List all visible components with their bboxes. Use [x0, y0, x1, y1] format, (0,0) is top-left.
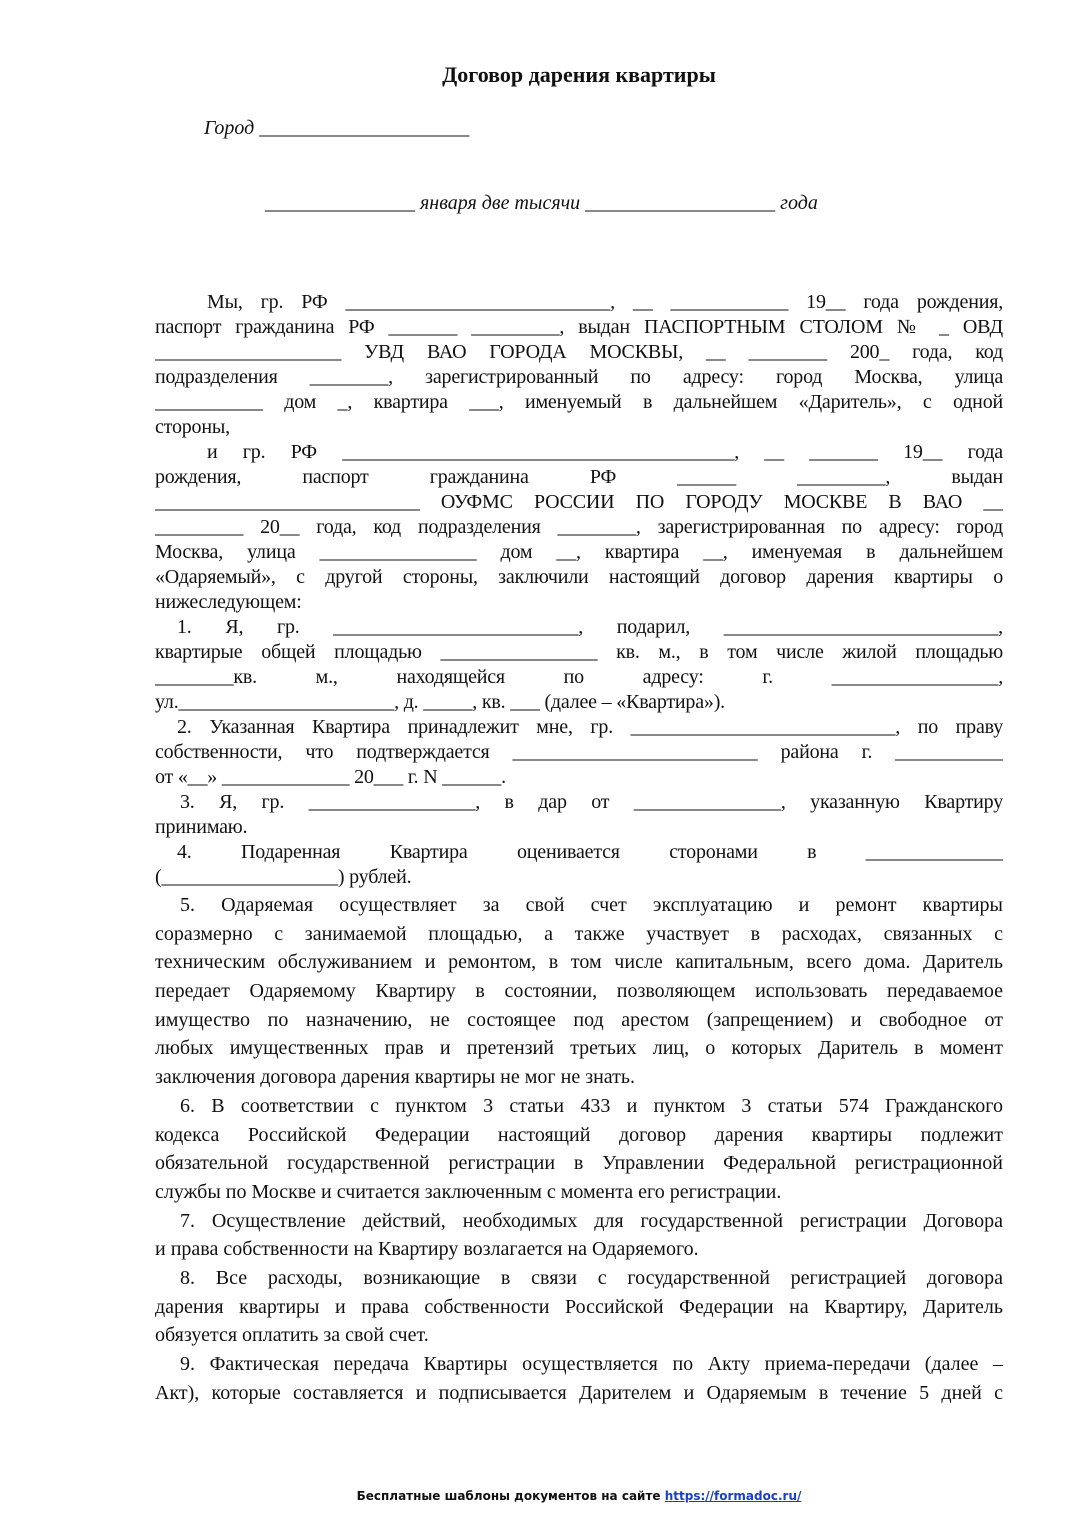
text-line: обязуется оплатить за свой счет. — [155, 1324, 429, 1347]
document-title: Договор дарения квартиры — [442, 62, 716, 87]
text-line: имущество по назначению, не состоящее под арестом (запрещением) и свободное от — [155, 1008, 1003, 1031]
text-line: и права собственности на Квартиру возлагается на Одаряемого. — [155, 1238, 699, 1261]
text-line: 5. Одаряемая осуществляет за свой счет эксплуатацию и ремонт квартиры — [180, 894, 1003, 916]
text-line: 4. Подаренная Квартира оценивается сторонами в ______________ — [177, 841, 1003, 863]
footer-note — [0, 1489, 1080, 1503]
text-line: обязательной государственной регистрации в Управлении Федеральной регистрационной — [155, 1152, 1003, 1175]
text-line: 1. Я, гр. _________________________, подарил, ____________________________, — [177, 616, 1003, 638]
text-line: нижеследующем: — [155, 591, 302, 613]
text-line: соразмерно с занимаемой площадью, а также участвует в расходах, связанных с — [155, 922, 1003, 945]
text-line: «Одаряемый», с другой стороны, заключили настоящий договор дарения квартиры о — [155, 566, 1003, 588]
text-line: паспорт гражданина РФ _______ _________, выдан ПАСПОРТНЫМ СТОЛОМ № _ ОВД — [155, 316, 1003, 338]
text-line: Москва, улица ________________ дом __, квартира __, именуемая в дальнейшем — [155, 541, 1003, 563]
text-line: кодекса Российской Федерации настоящий договор дарения квартиры подлежит — [155, 1123, 1003, 1146]
formadoc-link[interactable]: https://formadoc.ru/ — [664, 1489, 802, 1503]
text-line: Акт), которые составляется и подписывается Дарителем и Одаряемым в течение 5 дней с — [155, 1381, 1003, 1404]
text-line: собственности, что подтверждается _________________________ района г. ___________ — [155, 741, 1003, 763]
text-line: от «__» _____________ 20___ г. N ______. — [155, 766, 506, 788]
text-line: техническим обслуживанием и ремонтом, в том числе капитальным, всего дома. Даритель — [155, 951, 1003, 974]
text-line: рождения, паспорт гражданина РФ ______ _________, выдан — [155, 466, 1003, 488]
date-field: _______________ января две тысячи ___________________ года — [265, 192, 818, 214]
text-line: ул.______________________, д. _____, кв. ___ (далее – «Квартира»). — [155, 691, 725, 713]
text-line: квартирые общей площадью ________________ кв. м., в том числе жилой площадью — [155, 641, 1003, 663]
text-line: службы по Москве и считается заключенным с момента его регистрации. — [155, 1180, 782, 1203]
text-line: 6. В соответствии с пунктом 3 статьи 433 и пунктом 3 статьи 574 Гражданского — [180, 1094, 1003, 1117]
text-line: ___________ дом _, квартира ___, именуемый в дальнейшем «Даритель», с одной — [155, 391, 1003, 413]
text-line: ________кв. м., находящейся по адресу: г. _________________, — [155, 666, 1003, 688]
text-line: 7. Осуществление действий, необходимых для государственной регистрации Договора — [180, 1209, 1003, 1232]
text-line: дарения квартиры и права собственности Российской Федерации на Квартиру, Даритель — [155, 1295, 1003, 1318]
text-line: любых имущественных прав и претензий третьих лиц, о которых Даритель в момент — [155, 1037, 1003, 1060]
text-line: (__________________) рублей. — [155, 866, 412, 888]
text-line: _________ 20__ года, код подразделения ________, зарегистрированная по адресу: город — [155, 516, 1003, 538]
text-line: 9. Фактическая передача Квартиры осуществляется по Акту приема-передачи (далее – — [180, 1353, 1003, 1375]
text-line: 8. Все расходы, возникающие в связи с государственной регистрацией договора — [180, 1266, 1003, 1289]
text-line: ___________________________ ОУФМС РОССИИ ПО ГОРОДУ МОСКВЕ В ВАО __ — [155, 491, 1003, 513]
text-line: и гр. РФ ________________________________________, __ _______ 19__ года — [207, 441, 1003, 463]
city-field: Город _____________________ — [204, 117, 470, 139]
text-line: Мы, гр. РФ ___________________________, __ ____________ 19__ года рождения, — [207, 291, 1003, 313]
text-line: 3. Я, гр. _________________, в дар от _______________, указанную Квартиру — [180, 791, 1003, 813]
text-line: передает Одаряемому Квартиру в состоянии, позволяющем использовать передаваемое — [155, 980, 1003, 1003]
text-line: ___________________ УВД ВАО ГОРОДА МОСКВЫ, __ ________ 200_ года, код — [155, 341, 1003, 363]
parties-and-clauses-1-4 — [155, 290, 1003, 890]
text-line: заключения договора дарения квартиры не мог не знать. — [155, 1066, 636, 1089]
footer-text: Бесплатные шаблоны документов на сайте — [356, 1489, 665, 1503]
text-line: стороны, — [155, 416, 230, 438]
clauses-5-9 — [155, 891, 1003, 1407]
text-line: принимаю. — [155, 816, 248, 838]
text-line: подразделения ________, зарегистрированный по адресу: город Москва, улица — [155, 366, 1003, 388]
text-line: 2. Указанная Квартира принадлежит мне, гр. ___________________________, по праву — [177, 716, 1003, 738]
